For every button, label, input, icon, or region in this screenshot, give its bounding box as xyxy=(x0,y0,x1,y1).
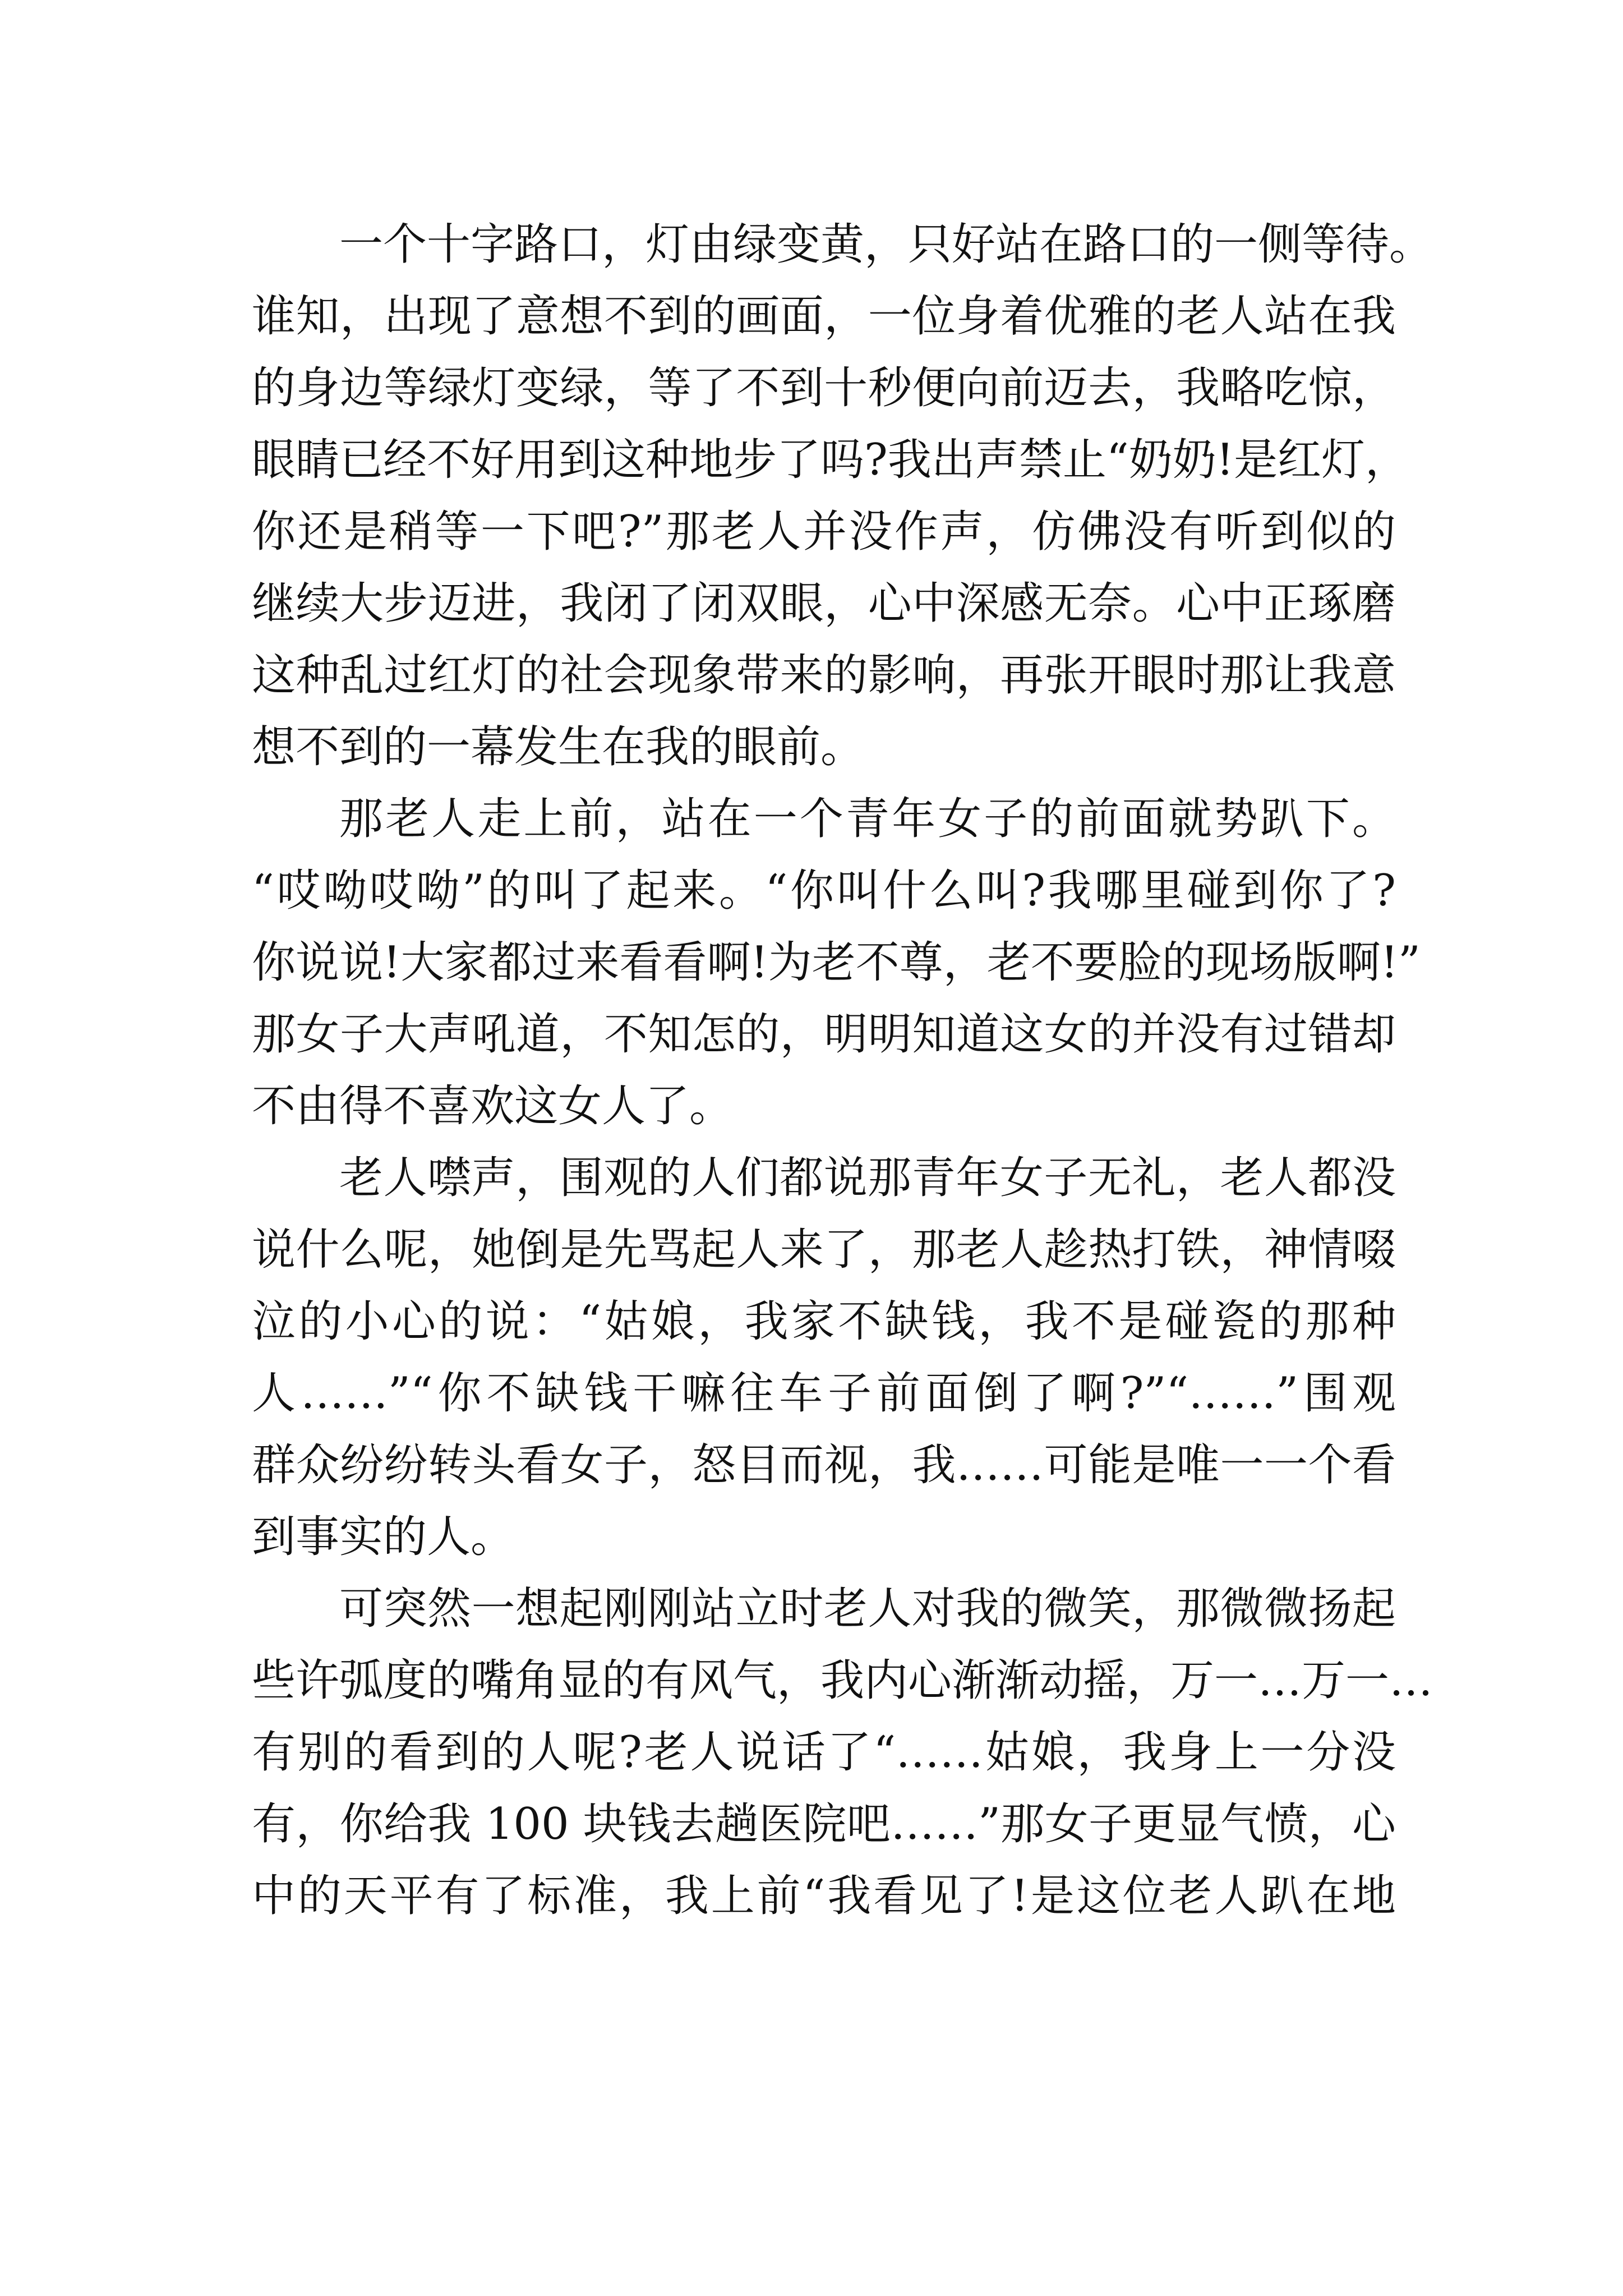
text-line: 这种乱过红灯的社会现象带来的影响，再张开眼时那让我意 xyxy=(252,650,1396,701)
text-line: 那女子大声吼道，不知怎的，明明知道这女的并没有过错却 xyxy=(252,1009,1396,1060)
text-line: 谁知，出现了意想不到的画面，一位身着优雅的老人站在我 xyxy=(252,291,1396,342)
text-line: 可突然一想起刚刚站立时老人对我的微笑，那微微扬起 xyxy=(339,1584,1396,1634)
document-body xyxy=(252,209,1433,1932)
text-line: 泣的小心的说：“姑娘，我家不缺钱，我不是碰瓷的那种 xyxy=(252,1296,1396,1347)
paragraph-1 xyxy=(252,209,1433,783)
text-line: 人……”“你不缺钱干嘛往车子前面倒了啊?”“……”围观 xyxy=(252,1368,1396,1419)
text-line: “哎呦哎呦”的叫了起来。“你叫什么叫?我哪里碰到你了? xyxy=(252,866,1396,916)
text-line: 说什么呢，她倒是先骂起人来了，那老人趁热打铁，神情啜 xyxy=(252,1225,1396,1275)
text-line: 群众纷纷转头看女子，怒目而视，我……可能是唯一一个看 xyxy=(252,1440,1396,1490)
paragraph-3 xyxy=(252,1142,1396,1573)
text-line: 中的天平有了标准，我上前“我看见了!是这位老人趴在地 xyxy=(252,1871,1396,1921)
text-line: 想不到的一幕发生在我的眼前。 xyxy=(252,722,865,772)
text-line: 一个十字路口，灯由绿变黄，只好站在路口的一侧等待。 xyxy=(339,219,1433,270)
text-line: 老人噤声，围观的人们都说那青年女子无礼，老人都没 xyxy=(339,1153,1396,1203)
text-line: 的身边等绿灯变绿，等了不到十秒便向前迈去，我略吃惊， xyxy=(252,363,1396,413)
text-line: 继续大步迈进，我闭了闭双眼，心中深感无奈。心中正琢磨 xyxy=(252,578,1396,629)
text-line: 到事实的人。 xyxy=(252,1512,515,1562)
text-line: 眼睛已经不好用到这种地步了吗?我出声禁止“奶奶!是红灯， xyxy=(252,435,1409,485)
text-line: 那老人走上前，站在一个青年女子的前面就势趴下。 xyxy=(339,794,1396,844)
text-line: 有别的看到的人呢?老人说话了“……姑娘，我身上一分没 xyxy=(252,1727,1396,1778)
text-line: 有，你给我 100 块钱去趟医院吧……”那女子更显气愤，心 xyxy=(252,1799,1396,1849)
text-line: 你还是稍等一下吧?”那老人并没作声，仿佛没有听到似的 xyxy=(252,507,1396,557)
paragraph-4 xyxy=(252,1573,1433,1932)
text-line: 些许弧度的嘴角显的有风气，我内心渐渐动摇，万一…万一… xyxy=(252,1655,1433,1706)
text-line: 你说说!大家都过来看看啊!为老不尊，老不要脸的现场版啊!” xyxy=(252,937,1421,988)
paragraph-2 xyxy=(252,783,1421,1142)
text-line: 不由得不喜欢这女人了。 xyxy=(252,1081,734,1131)
